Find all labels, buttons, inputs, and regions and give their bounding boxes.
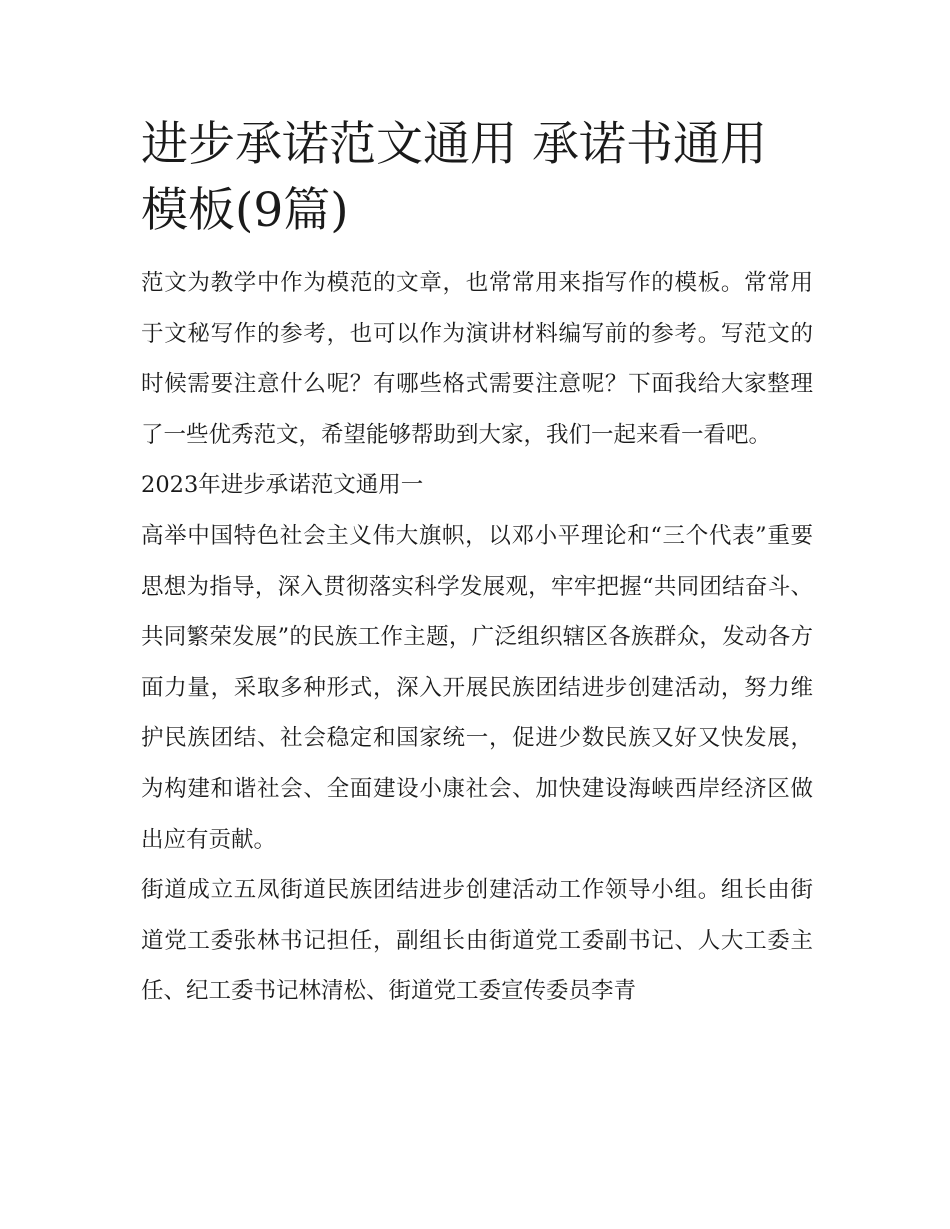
intro-paragraph: 范文为教学中作为模范的文章，也常常用来指写作的模板。常常用于文秘写作的参考，也可以作为演讲材料编写前的参考。写范文的时候需要注意什么呢？有哪些格式需要注意呢？下面我给大家整理了一些优秀范文，希望能够帮助到大家，我们一起来看一看吧。 xyxy=(141,270,813,448)
section-heading: 2023年进步承诺范文通用一 xyxy=(141,472,424,499)
body-paragraph-2: 街道成立五凤街道民族团结进步创建活动工作领导小组。组长由街道党工委张林书记担任，副组长由街道党工委副书记、人大工委主任、纪工委书记林清松、街道党工委宣传委员李青 xyxy=(141,877,813,1005)
document-content xyxy=(141,112,813,1017)
document-title: 进步承诺范文通用 承诺书通用模板(9篇) xyxy=(141,117,767,238)
body-paragraph-1: 高举中国特色社会主义伟大旗帜，以邓小平理论和“三个代表”重要思想为指导，深入贯彻落实科学发展观，牢牢把握“共同团结奋斗、共同繁荣发展”的民族工作主题，广泛组织辖区各族群众，发动各方面力量，采取多种形式，深入开展民族团结进步创建活动，努力维护民族团结、社会稳定和国家统一，促进少数民族又好又快发展，为构建和谐社会、全面建设小康社会、加快建设海峡西岸经济区做出应有贡献。 xyxy=(141,522,813,853)
